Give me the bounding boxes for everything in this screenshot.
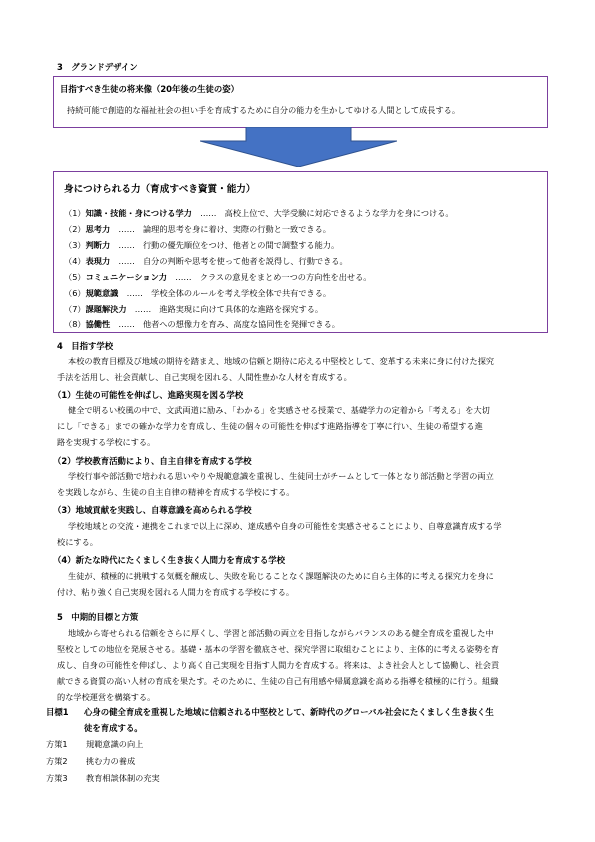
sub-heading-2: （2）学校教育活動により、自主自律を育成する学校 (53, 456, 252, 466)
goal-text-line: 心身の健全育成を重視した地域に信頼される中堅校として、新時代のグローバル社会にたくましく生き抜く生 (84, 707, 494, 717)
sub-text-line: 路を実現する学校にする。 (57, 437, 156, 447)
plan-text: 教育相談体制の充実 (86, 773, 160, 783)
section-3-heading: 3 グランドデザイン (57, 62, 138, 72)
section-4-intro-line: 手法を活用し、社会貢献し、自己実現を図れる、人間性豊かな人材を育成する。 (57, 372, 352, 382)
skill-item: （7）課題解決力 …… 進路実現に向けて具体的な進路を探究する。 (64, 304, 324, 314)
skill-item: （1）知識・技能・身につける学力 …… 高校上位で、大学受験に対応できるような学力を身につける。 (64, 208, 454, 218)
sub-heading-1: （1）生徒の可能性を伸ばし、進路実現を図る学校 (53, 390, 244, 400)
vision-text: 持続可能で創造的な福祉社会の担い手を育成するために自分の能力を生かしてゆける人間として成長する。 (67, 105, 461, 115)
skill-item: （2）思考力 …… 論理的思考を身に着け、実際の行動と一致できる。 (64, 224, 331, 234)
skills-box (53, 171, 548, 333)
plan-text: 挑む力の養成 (86, 756, 136, 766)
section-5-intro-line: 堅校としての地位を発展させる。基礎・基本の学習を徹底させ、探究学習に取組むことにより、主体的に考える姿勢を育 (57, 644, 499, 654)
plan-text: 規範意識の向上 (86, 739, 144, 749)
sub-heading-4: （4）新たな時代にたくましく生き抜く人間力を育成する学校 (53, 555, 285, 565)
section-4-heading: 4 目指す学校 (57, 341, 114, 351)
sub-text-line: 生徒が、積極的に挑戦する気概を醸成し、失敗を恥じることなく課題解決のために自ら主体的に考える探究力を身に (68, 571, 494, 581)
section-4-intro-line: 本校の教育目標及び地域の期待を踏まえ、地域の信頼と期待に応える中堅校として、変革する未来に身に付けた探究 (68, 356, 495, 366)
sub-text-line: 健全で明るい校風の中で、文武両道に励み、「わかる」を実感させる授業で、基礎学力の定着から「考える」を大切 (68, 405, 490, 415)
sub-text-line: 付け、粘り強く自己実現を図れる人間力を育成する学校にする。 (57, 587, 295, 597)
plan-label: 方策2 (46, 756, 68, 766)
skill-item: （6）規範意識 …… 学校全体のルールを考え学校全体で共有できる。 (64, 288, 332, 298)
down-arrow-icon (200, 127, 397, 167)
section-5-intro-line: 献できる資質の高い人材の育成を果たす。そのために、生徒の自己有用感や帰属意識を高める指導を積極的に行う。組織 (57, 676, 499, 686)
sub-text-line: 学校行事や部活動で培われる思いやりや規範意識を重視し、生徒同士がチームとして一体となり部活動と学習の両立 (68, 471, 494, 481)
section-5-heading: 5 中期的目標と方策 (57, 612, 139, 622)
skill-item: （5）コミュニケーション力 …… クラスの意見をまとめ一つの方向性を出せる。 (64, 272, 372, 282)
sub-text-line: を実践しながら、生徒の自主自律の精神を育成する学校にする。 (57, 487, 295, 497)
vision-title: 目指すべき生徒の将来像（20年後の生徒の姿） (60, 84, 239, 94)
plan-label: 方策1 (46, 739, 68, 749)
section-5-intro-line: 的な学校運営を構築する。 (57, 692, 156, 702)
vision-box (53, 76, 548, 128)
section-5-intro-line: 地域から寄せられる信頼をさらに厚くし、学習と部活動の両立を目指しながらバランスのある健全育成を重視した中 (68, 628, 494, 638)
sub-text-line: にし「できる」までの確かな学力を育成し、生徒の個々の可能性を伸ばす進路指導を丁寧に行い、生徒の希望する進 (57, 421, 483, 431)
skills-title: 身につけられる力（育成すべき資質・能力） (64, 184, 256, 195)
sub-heading-3: （3）地域貢献を実践し、自尊意識を高められる学校 (53, 505, 252, 515)
sub-text-line: 校にする。 (57, 537, 98, 547)
plan-label: 方策3 (46, 773, 68, 783)
skill-item: （4）表現力 …… 自分の判断や思考を使って他者を説得し、行動できる。 (64, 256, 348, 266)
goal-text-line: 徒を育成する。 (84, 723, 143, 733)
skill-item: （8）協働性 …… 他者への想像力を育み、高度な協同性を発揮できる。 (64, 319, 340, 329)
skill-item: （3）判断力 …… 行動の優先順位をつけ、他者との間で調整する能力。 (64, 240, 340, 250)
sub-text-line: 学校地域との交流・連携をこれまで以上に深め、達成感や自身の可能性を実感させることにより、自尊意識育成する学 (68, 521, 502, 531)
goal-label: 目標1 (46, 707, 69, 717)
section-5-intro-line: 成し、自身の可能性を伸ばし、より高く自己実現を目指す人間力を育成する。将来は、よき社会人として協働し、社会貢 (57, 660, 500, 670)
